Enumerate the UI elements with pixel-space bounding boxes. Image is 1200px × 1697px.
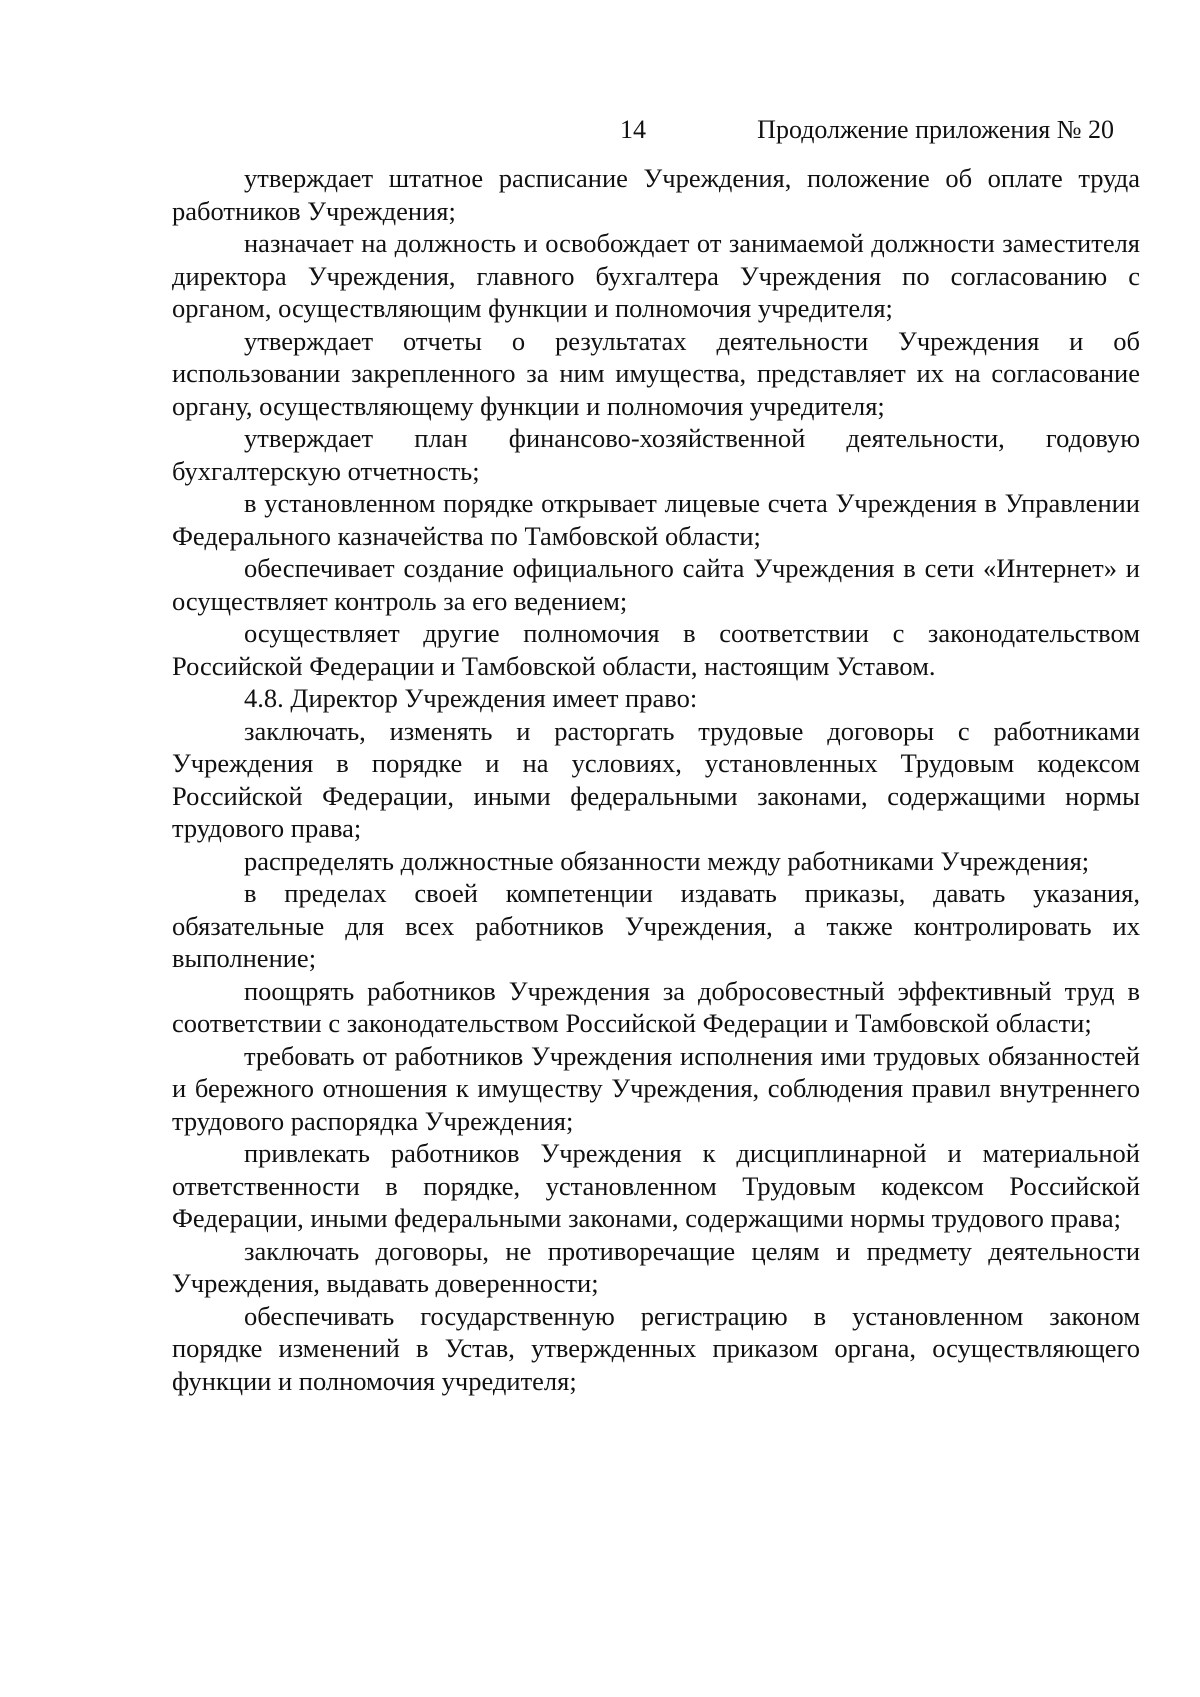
paragraph-require-duties: требовать от работников Учреждения исполнения ими трудовых обязанностей и бережного отношения к имуществу Учреждения, соблюдения правил внутреннего трудового распорядка Учреждения; [172, 1040, 1140, 1136]
paragraph-issue-orders: в пределах своей компетенции издавать приказы, давать указания, обязательные для всех работников Учреждения, а также контролировать их выполнение; [172, 878, 1140, 973]
paragraph-disciplinary-liability: привлекать работников Учреждения к дисциплинарной и материальной ответственности в порядке, установленном Трудовым кодексом Российской Федерации, иными федеральными законами, содержащими нормы трудового права; [172, 1138, 1140, 1233]
section-4-8-heading: 4.8. Директор Учреждения имеет право: [244, 683, 698, 713]
document-body [172, 162, 1140, 1397]
paragraph-approves-financial-plan: утверждает план финансово-хозяйственной деятельности, годовую бухгалтерскую отчетность; [172, 423, 1140, 486]
paragraph-appoints-deputy: назначает на должность и освобождает от занимаемой должности заместителя директора Учреждения, главного бухгалтера Учреждения по согласованию с органом, осуществляющим функции и полномочия учредителя; [172, 228, 1140, 323]
paragraph-labor-contracts: заключать, изменять и расторгать трудовые договоры с работниками Учреждения в порядке и на условиях, установленных Трудовым кодексом Российской Федерации, иными федеральными законами, содержащими нормы трудового права; [172, 715, 1140, 843]
paragraph-approves-reports: утверждает отчеты о результатах деятельности Учреждения и об использовании закрепленного за ним имущества, представляет их на согласование органу, осуществляющему функции и полномочия учредителя; [172, 325, 1140, 421]
paragraph-conclude-agreements: заключать договоры, не противоречащие целям и предмету деятельности Учреждения, выдавать доверенности; [172, 1235, 1140, 1298]
paragraph-distribute-duties: распределять должностные обязанности между работниками Учреждения; [244, 845, 1090, 876]
appendix-continuation-title: Продолжение приложения № 20 [757, 115, 1114, 144]
paragraph-official-website: обеспечивает создание официального сайта Учреждения в сети «Интернет» и осуществляет контроль за его ведением; [172, 553, 1140, 616]
paragraph-opens-accounts: в установленном порядке открывает лицевые счета Учреждения в Управлении Федерального казначейства по Тамбовской области; [172, 488, 1140, 551]
paragraph-state-registration: обеспечивать государственную регистрацию в установленном законом порядке изменений в Устав, утвержденных приказом органа, осуществляющего функции и полномочия учредителя; [172, 1300, 1140, 1396]
paragraph-other-powers: осуществляет другие полномочия в соответствии с законодательством Российской Федерации и Тамбовской области, настоящим Уставом. [172, 618, 1140, 681]
page-header [0, 110, 1200, 150]
paragraph-reward-employees: поощрять работников Учреждения за добросовестный эффективный труд в соответствии с законодательством Российской Федерации и Тамбовской области; [172, 975, 1140, 1038]
page-number: 14 [620, 115, 646, 144]
paragraph-approves-staff-schedule: утверждает штатное расписание Учреждения, положение об оплате труда работников Учреждения; [172, 163, 1140, 226]
